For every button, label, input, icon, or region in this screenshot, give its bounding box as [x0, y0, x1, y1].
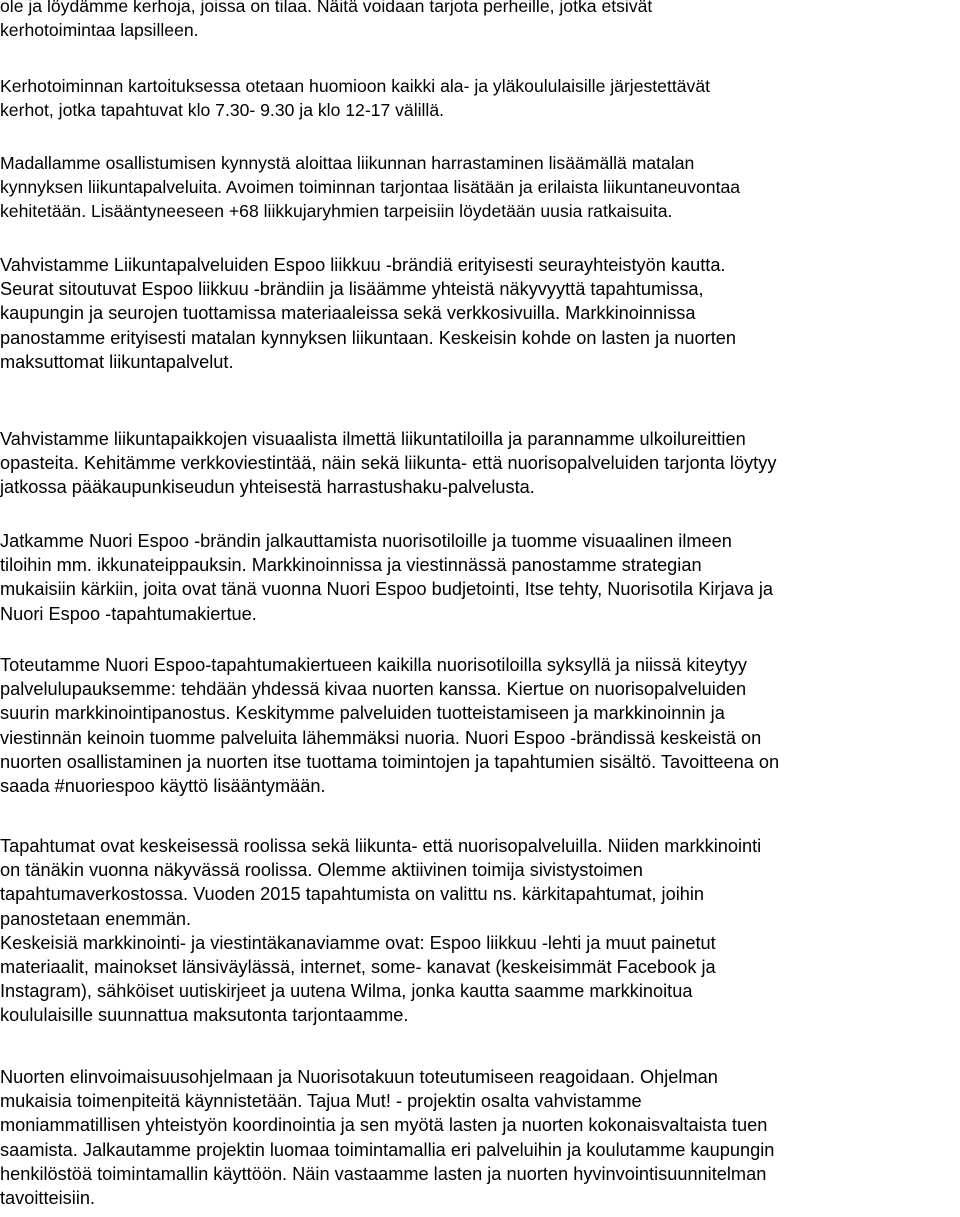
paragraph-6: [0, 529, 773, 626]
text-line: palvelulupauksemme: tehdään yhdessä kivaa nuorten kanssa. Kiertue on nuorisopalveluiden: [0, 679, 747, 700]
text-line: Madallamme osallistumisen kynnystä aloittaa liikunnan harrastaminen lisäämällä matalan: [0, 153, 695, 173]
text-line: panostamme erityisesti matalan kynnyksen liikuntaan. Keskeisin kohde on lasten ja nuorten: [0, 327, 736, 348]
text-line: Kerhotoiminnan kartoituksessa otetaan huomioon kaikki ala- ja yläkoululaisille järjestettävät: [0, 76, 710, 96]
text-line: koululaisille suunnattua maksutonta tarjontaamme.: [0, 1005, 409, 1026]
text-line: tiloihin mm. ikkunateippauksin. Markkinoinnissa ja viestinnässä panostamme strategian: [0, 555, 702, 576]
text-line: jatkossa pääkaupunkiseudun yhteisestä harrastushaku-palvelusta.: [0, 477, 535, 498]
text-line: opasteita. Kehitämme verkkoviestintää, näin sekä liikunta- että nuorisopalveluiden tarjonta löytyy: [0, 453, 777, 474]
text-line: mukaisiin kärkiin, joita ovat tänä vuonna Nuori Espoo budjetointi, Itse tehty, Nuorisotila Kirjava ja: [0, 579, 774, 600]
paragraph-5: [0, 427, 776, 500]
text-line: Vahvistamme Liikuntapalveluiden Espoo liikkuu -brändiä erityisesti seurayhteistyön kautta.: [0, 255, 726, 275]
text-line: mukaisia toimenpiteitä käynnistetään. Tajua Mut! - projektin osalta vahvistamme: [0, 1091, 642, 1112]
paragraph-8: [0, 834, 761, 1028]
text-line: saada #nuoriespoo käyttö lisääntymään.: [0, 776, 326, 797]
text-line: suurin markkinointipanostus. Keskitymme palveluiden tuotteistamiseen ja markkinoinnin ja: [0, 703, 725, 724]
text-line: henkilöstöä toimintamallin käyttöön. Näin vastaamme lasten ja nuorten hyvinvointisuunnitelman: [0, 1163, 767, 1184]
text-line: maksuttomat liikuntapalvelut.: [0, 351, 234, 372]
text-line: kynnyksen liikuntapalveluita. Avoimen toiminnan tarjontaa lisätään ja erilaista liikuntaneuvontaa: [0, 177, 741, 197]
text-line: kerhot, jotka tapahtuvat klo 7.30- 9.30 ja klo 12-17 välillä.: [0, 100, 445, 120]
text-line: tavoitteisiin.: [0, 1188, 96, 1209]
paragraph-2: [0, 74, 710, 122]
text-line: Keskeisiä markkinointi- ja viestintäkanaviamme ovat: Espoo liikkuu -lehti ja muut painetut: [0, 932, 716, 953]
text-line: Jatkamme Nuori Espoo -brändin jalkauttamista nuorisotiloille ja tuomme visuaalinen ilmeen: [0, 531, 732, 551]
text-line: kehitetään. Lisääntyneeseen +68 liikkujaryhmien tarpeisiin löydetään uusia ratkaisuita.: [0, 201, 673, 221]
text-line: Vahvistamme liikuntapaikkojen visuaalista ilmettä liikuntatiloilla ja parannamme ulkoilureittien: [0, 429, 746, 449]
paragraph-9: [0, 1065, 774, 1210]
text-line: Instagram), sähköiset uutiskirjeet ja uutena Wilma, jonka kautta saamme markkinoitua: [0, 981, 693, 1002]
paragraph-4: [0, 253, 736, 374]
text-line: Seurat sitoutuvat Espoo liikkuu -brändiin ja lisäämme yhteistä näkyvyyttä tapahtumissa,: [0, 279, 704, 300]
paragraph-1: [0, 0, 652, 42]
text-line: kaupungin ja seurojen tuottamissa materiaaleissa sekä verkkosivuilla. Markkinoinnissa: [0, 303, 696, 324]
text-line: Toteutamme Nuori Espoo-tapahtumakiertueen kaikilla nuorisotiloilla syksyllä ja niissä kiteytyy: [0, 655, 748, 675]
text-line: tapahtumaverkostossa. Vuoden 2015 tapahtumista on valittu ns. kärkitapahtumat, joihin: [0, 884, 705, 905]
text-line: Nuori Espoo -tapahtumakiertue.: [0, 603, 257, 624]
text-line: kerhotoimintaa lapsilleen.: [0, 20, 199, 40]
paragraph-7: [0, 653, 779, 798]
text-line: on tänäkin vuonna näkyvässä roolissa. Olemme aktiivinen toimija sivistystoimen: [0, 860, 643, 881]
text-line: moniammatillisen yhteistyön koordinointia ja sen myötä lasten ja nuorten kokonaisvaltaista tuen: [0, 1115, 768, 1136]
text-line: viestinnän keinoin tuomme palveluita lähemmäksi nuoria. Nuori Espoo -brändissä keskeistä on: [0, 727, 762, 748]
text-line: Tapahtumat ovat keskeisessä roolissa sekä liikunta- että nuorisopalveluilla. Niiden markkinointi: [0, 836, 762, 856]
paragraph-3: [0, 151, 740, 223]
text-line: saamista. Jalkautamme projektin luomaa toimintamallia eri palveluihin ja koulutamme kaupungin: [0, 1139, 775, 1160]
text-line: materiaalit, mainokset länsiväylässä, internet, some- kanavat (keskeisimmät Facebook ja: [0, 957, 716, 978]
text-line: nuorten osallistaminen ja nuorten itse tuottama toimintojen ja tapahtumien sisältö. Tavoitteena on: [0, 751, 780, 772]
text-line: ole ja löydämme kerhoja, joissa on tilaa. Näitä voidaan tarjota perheille, jotka etsivät: [0, 0, 653, 16]
text-line: panostetaan enemmän.: [0, 908, 192, 929]
text-line: Nuorten elinvoimaisuusohjelmaan ja Nuorisotakuun toteutumiseen reagoidaan. Ohjelman: [0, 1067, 718, 1087]
